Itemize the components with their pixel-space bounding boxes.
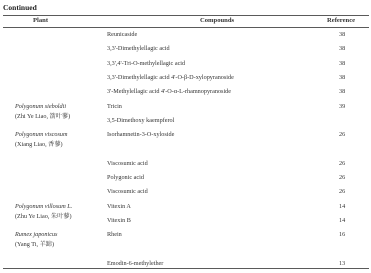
reference-number: 26 <box>339 131 346 139</box>
compound-name: Viscosumic acid <box>107 188 148 196</box>
table-row <box>3 88 369 100</box>
table-bottom-rule <box>3 268 369 269</box>
compound-name: 3,5-Dimethoxy kaempferol <box>107 116 175 124</box>
header-plant: Plant <box>33 17 49 24</box>
table-row <box>3 217 369 229</box>
table-row <box>3 131 369 149</box>
compound-name: Polygonic acid <box>107 174 144 181</box>
table-row <box>3 188 369 200</box>
reference-number: 16 <box>339 231 346 239</box>
plant-name: Polygonum sieboldii <box>15 102 67 110</box>
reference-number: 14 <box>339 202 346 210</box>
reference-number: 26 <box>339 159 346 167</box>
table-row <box>3 174 369 186</box>
plant-common-name: (Zhu Ye Liao, 朱叶蓼) <box>15 212 72 220</box>
plant-name: Polygonum villosum L. <box>15 202 73 210</box>
reference-number: 38 <box>339 88 346 96</box>
reference-number: 38 <box>339 73 346 81</box>
reference-number: 26 <box>339 174 346 181</box>
plant-common-name: (Zhi Ye Liao, 箭叶蓼) <box>15 112 71 120</box>
table-row <box>3 160 369 172</box>
plant-common-name: (Yang Ti, 羊蹄) <box>15 241 55 249</box>
table-row <box>3 231 369 249</box>
compound-name: Emodin-6-methylether <box>107 259 164 267</box>
table-row <box>3 145 369 157</box>
header-compounds: Compounds <box>200 17 235 24</box>
table-row <box>3 74 369 86</box>
compound-name: 3,3'-Dimethylellagic acid <box>107 45 170 53</box>
header-reference: Reference <box>327 17 356 24</box>
compound-name: 3,3'-Dimethylellagic acid 4'-O-β-D-xylopyranoside <box>107 73 234 81</box>
reference-number: 38 <box>339 45 346 53</box>
compound-name: Vitexin A <box>107 202 131 210</box>
table-caption: Continued <box>3 3 37 12</box>
compound-name: Tricin <box>107 102 122 110</box>
table-row <box>3 60 369 72</box>
plant-name: Polygonum viscosum <box>15 131 68 139</box>
reference-number: 13 <box>339 259 346 267</box>
compound-name: Rhein <box>107 231 122 239</box>
table-row <box>3 117 369 129</box>
table-row <box>3 246 369 258</box>
compound-name: Vitexin B <box>107 216 131 224</box>
table-row <box>3 45 369 57</box>
compound-name: 3'-Methylellagic acid 4'-O-α-L-rhamnopyranoside <box>107 88 232 96</box>
plant-common-name: (Xiang Liao, 香蓼) <box>15 141 63 149</box>
compound-name: Isorhamnetin-3-O-xyloside <box>107 131 175 139</box>
compound-name: Viscosumic acid <box>107 159 148 167</box>
compound-name: Reunicaside <box>107 31 138 38</box>
table-top-rule <box>3 15 369 16</box>
reference-number: 26 <box>339 188 346 196</box>
plant-name: Rumex japonicus <box>15 231 58 239</box>
table-header-rule <box>3 27 369 28</box>
table-row <box>3 31 369 43</box>
table-row <box>3 260 369 272</box>
reference-number: 38 <box>339 31 346 38</box>
reference-number: 14 <box>339 216 346 224</box>
reference-number: 39 <box>339 102 346 110</box>
reference-number: 38 <box>339 59 346 67</box>
compound-name: 3,3',4'-Tri-O-methylellagic acid <box>107 59 186 67</box>
